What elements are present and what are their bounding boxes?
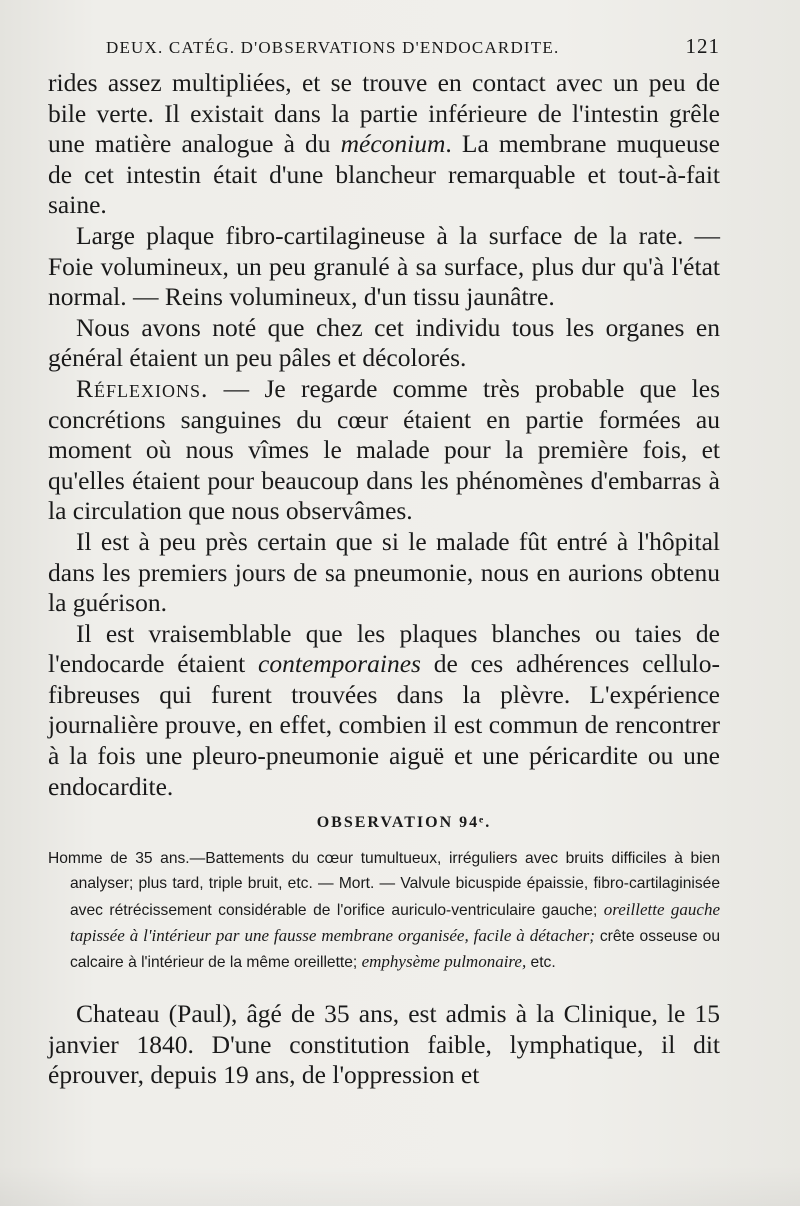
section-lead: Réflexions. (76, 373, 209, 403)
observation-heading: OBSERVATION 94ᵉ. (316, 814, 492, 832)
body-text (48, 68, 720, 802)
paragraph-reflexions: Réflexions. — Je regarde comme très probable que les concrétions sanguines du cœur étaient en partie formées au moment où nous vîmes le malade pour la première fois, et qu'elles étaient pour beaucoup dans les phénomènes d'embarras à la circulation que nous observâmes. (48, 373, 720, 526)
observation-body (48, 999, 720, 1091)
paragraph: Large plaque fibro-cartilagineuse à la surface de la rate. — Foie volumineux, un peu granulé à sa surface, plus dur qu'à l'état normal. — Reins volumineux, d'un tissu jaunâtre. (48, 220, 720, 312)
paragraph-continuation: rides assez multipliées, et se trouve en contact avec un peu de bile verte. Il existait dans la partie inférieure de l'intestin grêle une matière analogue à du méconium. La membrane muqueuse de cet intestin était d'une blancheur remarquable et tout-à-fait saine. (48, 68, 720, 220)
page-edge-shadow (0, 1166, 800, 1206)
italic-term: contemporaines (258, 649, 421, 679)
running-head (106, 34, 720, 68)
observation-summary: Homme de 35 ans.—Battements du cœur tumultueux, irréguliers avec bruits difficiles à bien analyser; plus tard, triple bruit, etc. — Mort. — Valvule bicuspide épaissie, fibro-cartilaginisée avec rétrécissement considérable de l'orifice auriculo-ventriculaire gauche; oreillette gauche tapissée à l'intérieur par une fausse membrane organisée, facile à détacher; crête osseuse ou calcaire à l'intérieur de la même oreillette; emphysème pulmonaire, etc. (48, 850, 720, 972)
italic-term: méconium (340, 129, 446, 159)
running-title: DEUX. CATÉG. D'OBSERVATIONS D'ENDOCARDITE. (106, 38, 560, 57)
paragraph: Nous avons noté que chez cet individu tous les organes en général étaient un peu pâles et décolorés. (48, 312, 720, 373)
paragraph: Il est vraisemblable que les plaques blanches ou taies de l'endocarde étaient contemporaines de ces adhérences cellulo-fibreuses qui furent trouvées dans la plèvre. L'expérience journalière prouve, en effet, combien il est commun de rencontrer à la fois une pleuro-pneumonie aiguë et une péricardite ou une endocardite. (48, 618, 720, 801)
paragraph: Il est à peu près certain que si le malade fût entré à l'hôpital dans les premiers jours de sa pneumonie, nous en aurions obtenu la guérison. (48, 526, 720, 618)
paragraph: Chateau (Paul), âgé de 35 ans, est admis à la Clinique, le 15 janvier 1840. D'une constitution faible, lymphatique, il dit éprouver, depuis 19 ans, de l'oppression et (48, 999, 720, 1090)
page-number: 121 (685, 34, 720, 58)
